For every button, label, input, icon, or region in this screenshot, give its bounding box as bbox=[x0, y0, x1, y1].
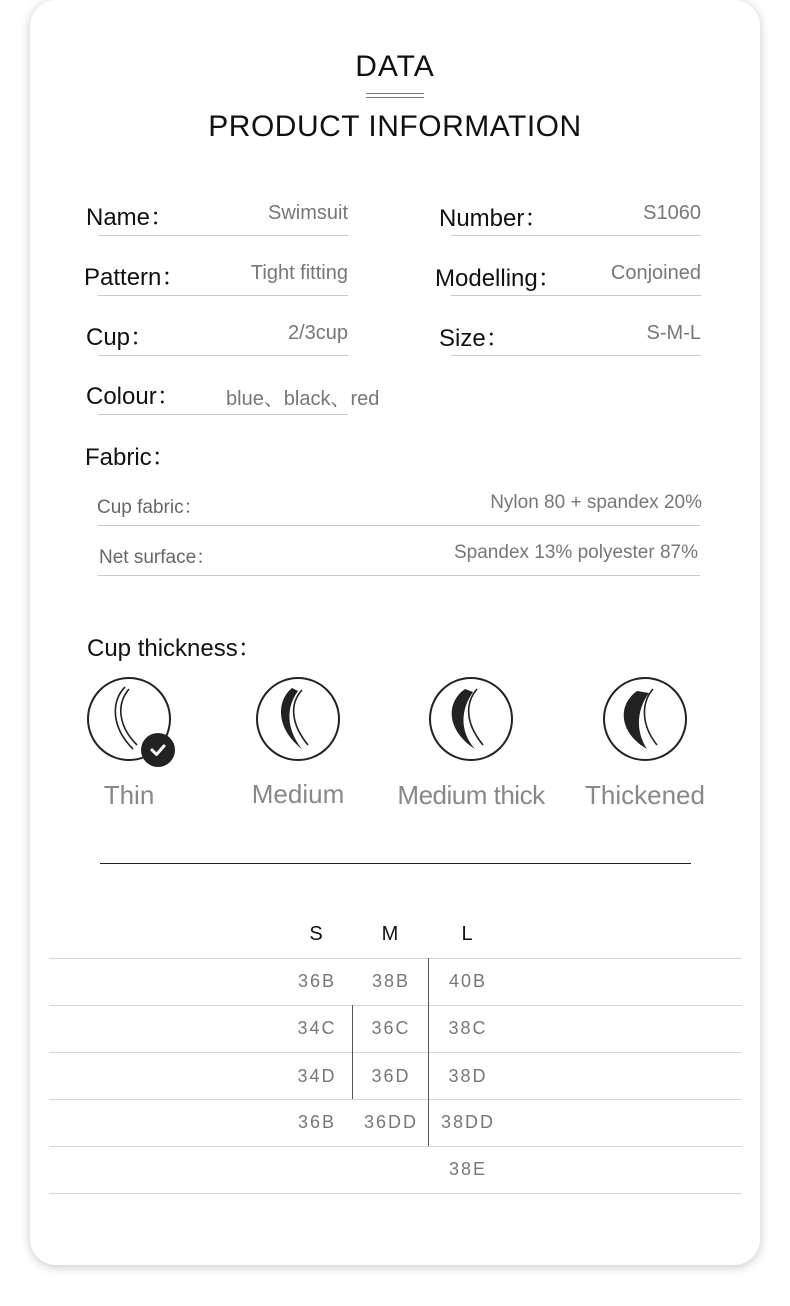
fabric-row-underline bbox=[98, 575, 700, 576]
size-cell: 34D bbox=[297, 1066, 337, 1086]
colour-label: Colour： bbox=[86, 383, 181, 410]
size-cell: 36B bbox=[297, 1112, 337, 1132]
pattern-underline bbox=[98, 295, 348, 296]
size-value: S-M-L bbox=[646, 322, 701, 344]
cup-label: Cup： bbox=[86, 324, 155, 351]
fabric-row-value: Nylon 80 + spandex 20% bbox=[490, 492, 702, 513]
table-rule bbox=[49, 958, 742, 959]
size-cell: 38C bbox=[448, 1018, 488, 1038]
table-rule bbox=[49, 1146, 742, 1147]
size-cell: 38B bbox=[371, 971, 411, 991]
size-cell: 36B bbox=[297, 971, 337, 991]
size-header-s: S bbox=[309, 923, 323, 945]
size-cell: 34C bbox=[297, 1018, 337, 1038]
pattern-label: Pattern： bbox=[84, 264, 186, 291]
size-cell: 38D bbox=[448, 1066, 488, 1086]
size-cell: 36C bbox=[371, 1018, 411, 1038]
name-label: Name： bbox=[86, 204, 175, 231]
table-rule bbox=[49, 1052, 742, 1053]
title-divider-2 bbox=[366, 97, 424, 98]
size-cell: 36D bbox=[371, 1066, 411, 1086]
size-label: Size： bbox=[439, 325, 510, 352]
size-cell: 40B bbox=[448, 971, 488, 991]
title-divider bbox=[366, 93, 424, 94]
number-underline bbox=[451, 235, 701, 236]
cup-medium-thick-caption: Medium thick bbox=[397, 780, 545, 810]
cup-underline bbox=[98, 355, 348, 356]
cup-medium-icon bbox=[256, 677, 340, 761]
fabric-label: Fabric： bbox=[85, 444, 176, 471]
page-subtitle: PRODUCT INFORMATION bbox=[208, 110, 582, 143]
size-underline bbox=[451, 355, 701, 356]
cup-medium-caption: Medium bbox=[251, 779, 345, 809]
cup-thickness-label: Cup thickness： bbox=[87, 635, 262, 662]
cup-thin-caption: Thin bbox=[103, 780, 155, 810]
modelling-value: Conjoined bbox=[610, 262, 701, 284]
section-divider bbox=[100, 863, 691, 864]
colour-value: blue、black、red bbox=[226, 388, 380, 410]
fabric-row-underline bbox=[98, 525, 700, 526]
number-label: Number： bbox=[439, 205, 549, 232]
modelling-label: Modelling： bbox=[435, 265, 562, 292]
size-cell: 36DD bbox=[363, 1112, 419, 1132]
size-header-l: L bbox=[461, 923, 473, 945]
fabric-row-label: Cup fabric： bbox=[97, 497, 203, 518]
check-icon bbox=[141, 733, 175, 767]
cup-thickened-caption: Thickened bbox=[585, 780, 705, 810]
cup-value: 2/3cup bbox=[287, 322, 348, 344]
pattern-value: Tight fitting bbox=[250, 262, 348, 284]
size-cell: 38DD bbox=[440, 1112, 496, 1132]
fabric-row-value: Spandex 13% polyester 87% bbox=[454, 542, 698, 563]
size-header-m: M bbox=[381, 923, 399, 945]
table-rule bbox=[49, 1005, 742, 1006]
fabric-row-label: Net surface： bbox=[99, 547, 216, 568]
colour-underline bbox=[98, 414, 348, 415]
number-value: S1060 bbox=[643, 202, 701, 224]
cup-thickened-icon bbox=[603, 677, 687, 761]
name-value: Swimsuit bbox=[267, 202, 348, 224]
page-title: DATA bbox=[355, 50, 435, 83]
table-rule bbox=[49, 1099, 742, 1100]
table-column-rule bbox=[428, 958, 429, 1146]
table-rule bbox=[49, 1193, 742, 1194]
table-column-rule bbox=[352, 1005, 353, 1099]
name-underline bbox=[98, 235, 348, 236]
cup-medium-thick-icon bbox=[429, 677, 513, 761]
size-cell: 38E bbox=[448, 1159, 488, 1179]
modelling-underline bbox=[451, 295, 701, 296]
